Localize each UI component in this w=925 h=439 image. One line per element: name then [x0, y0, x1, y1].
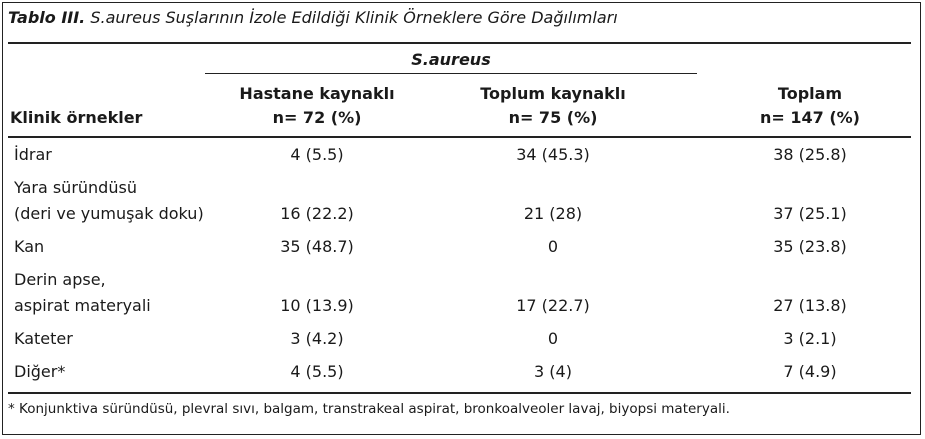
col-header-toplum [444, 82, 662, 130]
top-rule [8, 42, 911, 44]
cell-toplum: 0 [547, 237, 559, 256]
cell-hastane: 16 (22.2) [280, 204, 354, 223]
row-label-derin-apse: Derin apse, [14, 270, 106, 289]
col-header-hastane-n: n= 72 (%) [272, 108, 362, 127]
col-header-label: Klinik örnekler [10, 108, 143, 127]
row-label-kan: Kan [14, 237, 45, 256]
col-header-toplum-title: Toplum kaynaklı [480, 84, 626, 103]
col-header-toplam-n: n= 147 (%) [760, 108, 860, 127]
cell-toplam: 37 (25.1) [773, 204, 847, 223]
cell-hastane: 3 (4.2) [290, 329, 344, 348]
table-footnote: * Konjunktiva süründüsü, plevral sıvı, balgam, transtrakeal aspirat, bronkoalveoler lavaj, biyopsi materyali. [8, 401, 730, 417]
cell-hastane: 35 (48.7) [280, 237, 354, 256]
group-header: S.aureus [411, 50, 491, 69]
col-header-toplum-n: n= 75 (%) [508, 108, 598, 127]
row-label-yara-detail: (deri ve yumuşak doku) [14, 204, 204, 223]
cell-toplum: 17 (22.7) [516, 296, 590, 315]
group-rule [205, 73, 697, 74]
col-header-toplam [715, 82, 905, 130]
col-header-hastane [208, 82, 426, 130]
table-number: Tablo III. [8, 8, 86, 27]
cell-hastane: 10 (13.9) [280, 296, 354, 315]
cell-hastane: 4 (5.5) [290, 145, 344, 164]
cell-toplam: 3 (2.1) [783, 329, 837, 348]
cell-toplum: 3 (4) [534, 362, 572, 381]
cell-hastane: 4 (5.5) [290, 362, 344, 381]
cell-toplum: 34 (45.3) [516, 145, 590, 164]
bottom-rule [8, 392, 911, 394]
header-rule [8, 136, 911, 138]
cell-toplum: 0 [547, 329, 559, 348]
cell-toplam: 35 (23.8) [773, 237, 847, 256]
row-label-idrar: İdrar [14, 145, 52, 164]
row-label-kateter: Kateter [14, 329, 73, 348]
table-caption: S.aureus Suşlarının İzole Edildiği Klinik Örneklere Göre Dağılımları [85, 8, 618, 27]
row-label-diger: Diğer* [14, 362, 66, 381]
table-title [8, 8, 618, 27]
cell-toplam: 38 (25.8) [773, 145, 847, 164]
cell-toplum: 21 (28) [523, 204, 583, 223]
col-header-hastane-title: Hastane kaynaklı [239, 84, 395, 103]
row-label-aspirat: aspirat materyali [14, 296, 151, 315]
col-header-toplam-title: Toplam [777, 84, 843, 103]
cell-toplam: 27 (13.8) [773, 296, 847, 315]
row-label-yara: Yara süründüsü [14, 178, 137, 197]
cell-toplam: 7 (4.9) [783, 362, 837, 381]
